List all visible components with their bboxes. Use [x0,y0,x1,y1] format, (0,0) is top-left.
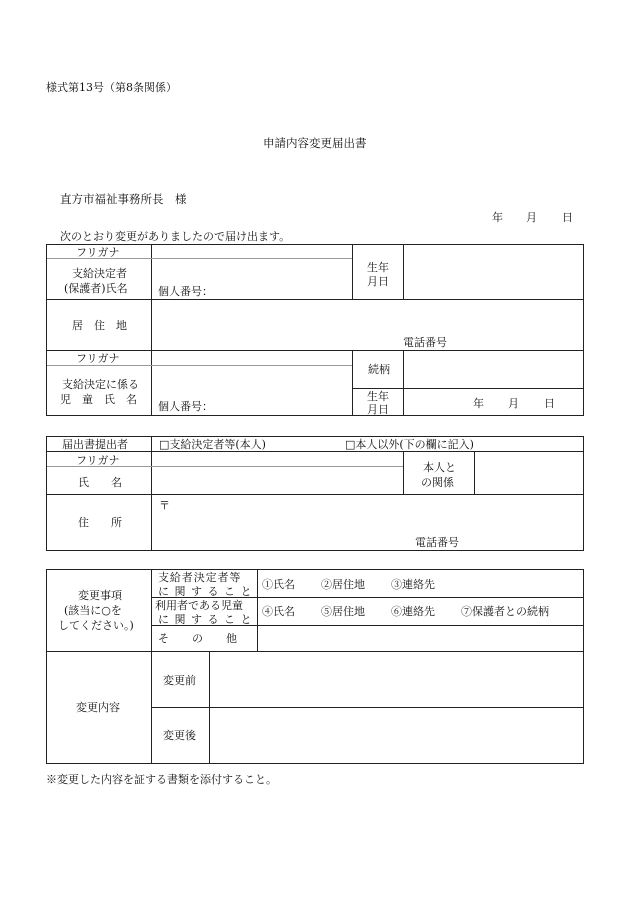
relationship-label-2: の関係 [421,476,454,489]
birth-label-child-2: 月日 [367,403,389,416]
child-change-label-1: 利用者である児童 [155,599,243,612]
recipient-change-label-1 [158,572,250,583]
change-option-4[interactable]: ④氏名 [262,605,295,618]
personal-number-label: 個人番号： [158,285,213,298]
residence-label: 居 住 地 [72,319,127,332]
change-option-5[interactable]: ⑤居住地 [321,605,365,618]
furigana-label-child: フリガナ [76,352,120,365]
form-number: 様式第13号（第8条関係） [46,81,177,94]
submitter-option-self[interactable]: □支給決定者等(本人) [159,438,266,451]
change-option-3[interactable]: ③連絡先 [391,578,435,591]
birth-month: 月 [508,397,519,410]
relation-label: 続柄 [368,363,390,376]
row1-label-text-1: 支給者決定者等 [158,571,242,584]
intro-text: 次のとおり変更がありましたので届け出ます。 [60,230,291,243]
birth-year: 年 [473,397,484,410]
form-title: 申請内容変更届出書 [263,136,367,150]
change-items-label-2: (該当に○を [64,604,122,617]
recipient-change-label-2: に関すること [158,585,257,598]
change-option-7[interactable]: ⑦保護者との続柄 [461,605,549,618]
submitter-address-label: 住 所 [78,516,122,529]
child-name-label-1: 支給決定に係る [62,378,139,391]
phone-label: 電話番号 [403,336,447,349]
change-option-2[interactable]: ②居住地 [321,578,365,591]
change-items-label-3: してください。) [58,619,134,632]
change-content-label: 変更内容 [76,701,120,714]
other-label: そ の 他 [158,632,243,645]
submitter-option-other[interactable]: □本人以外(下の欄に記入) [345,438,474,451]
postal-mark: 〒 [159,499,170,512]
date-year: 年 [492,211,503,224]
before-change-label: 変更前 [163,674,196,687]
furigana-label: フリガナ [76,246,120,259]
child-name-label-2: 児 童 氏 名 [60,393,137,406]
addressee: 直方市福祉事務所長 様 [60,192,187,206]
date-day: 日 [562,211,573,224]
footnote: ※変更した内容を証する書類を添付すること。 [46,773,277,786]
birth-day: 日 [544,397,555,410]
submitter-phone-label: 電話番号 [415,536,459,549]
after-change-label: 変更後 [163,729,196,742]
personal-number-label-child: 個人番号： [158,400,213,413]
recipient-name-label-1: 支給決定者 [72,267,127,280]
date-month: 月 [526,211,537,224]
submitter-furigana-label: フリガナ [76,454,120,467]
change-items-label-1: 変更事項 [78,589,122,602]
birth-label-2: 月日 [367,275,389,288]
birth-label-1: 生年 [367,261,389,274]
child-change-label-2: に関すること [158,613,257,626]
relationship-label-1: 本人と [423,461,456,474]
submitter-name-label: 氏 名 [78,476,122,489]
change-option-6[interactable]: ⑥連絡先 [391,605,435,618]
submitter-label: 届出書提出者 [62,438,128,451]
change-option-1[interactable]: ①氏名 [262,578,295,591]
recipient-name-label-2: (保護者)氏名 [64,282,128,295]
birth-label-child-1: 生年 [367,390,389,403]
